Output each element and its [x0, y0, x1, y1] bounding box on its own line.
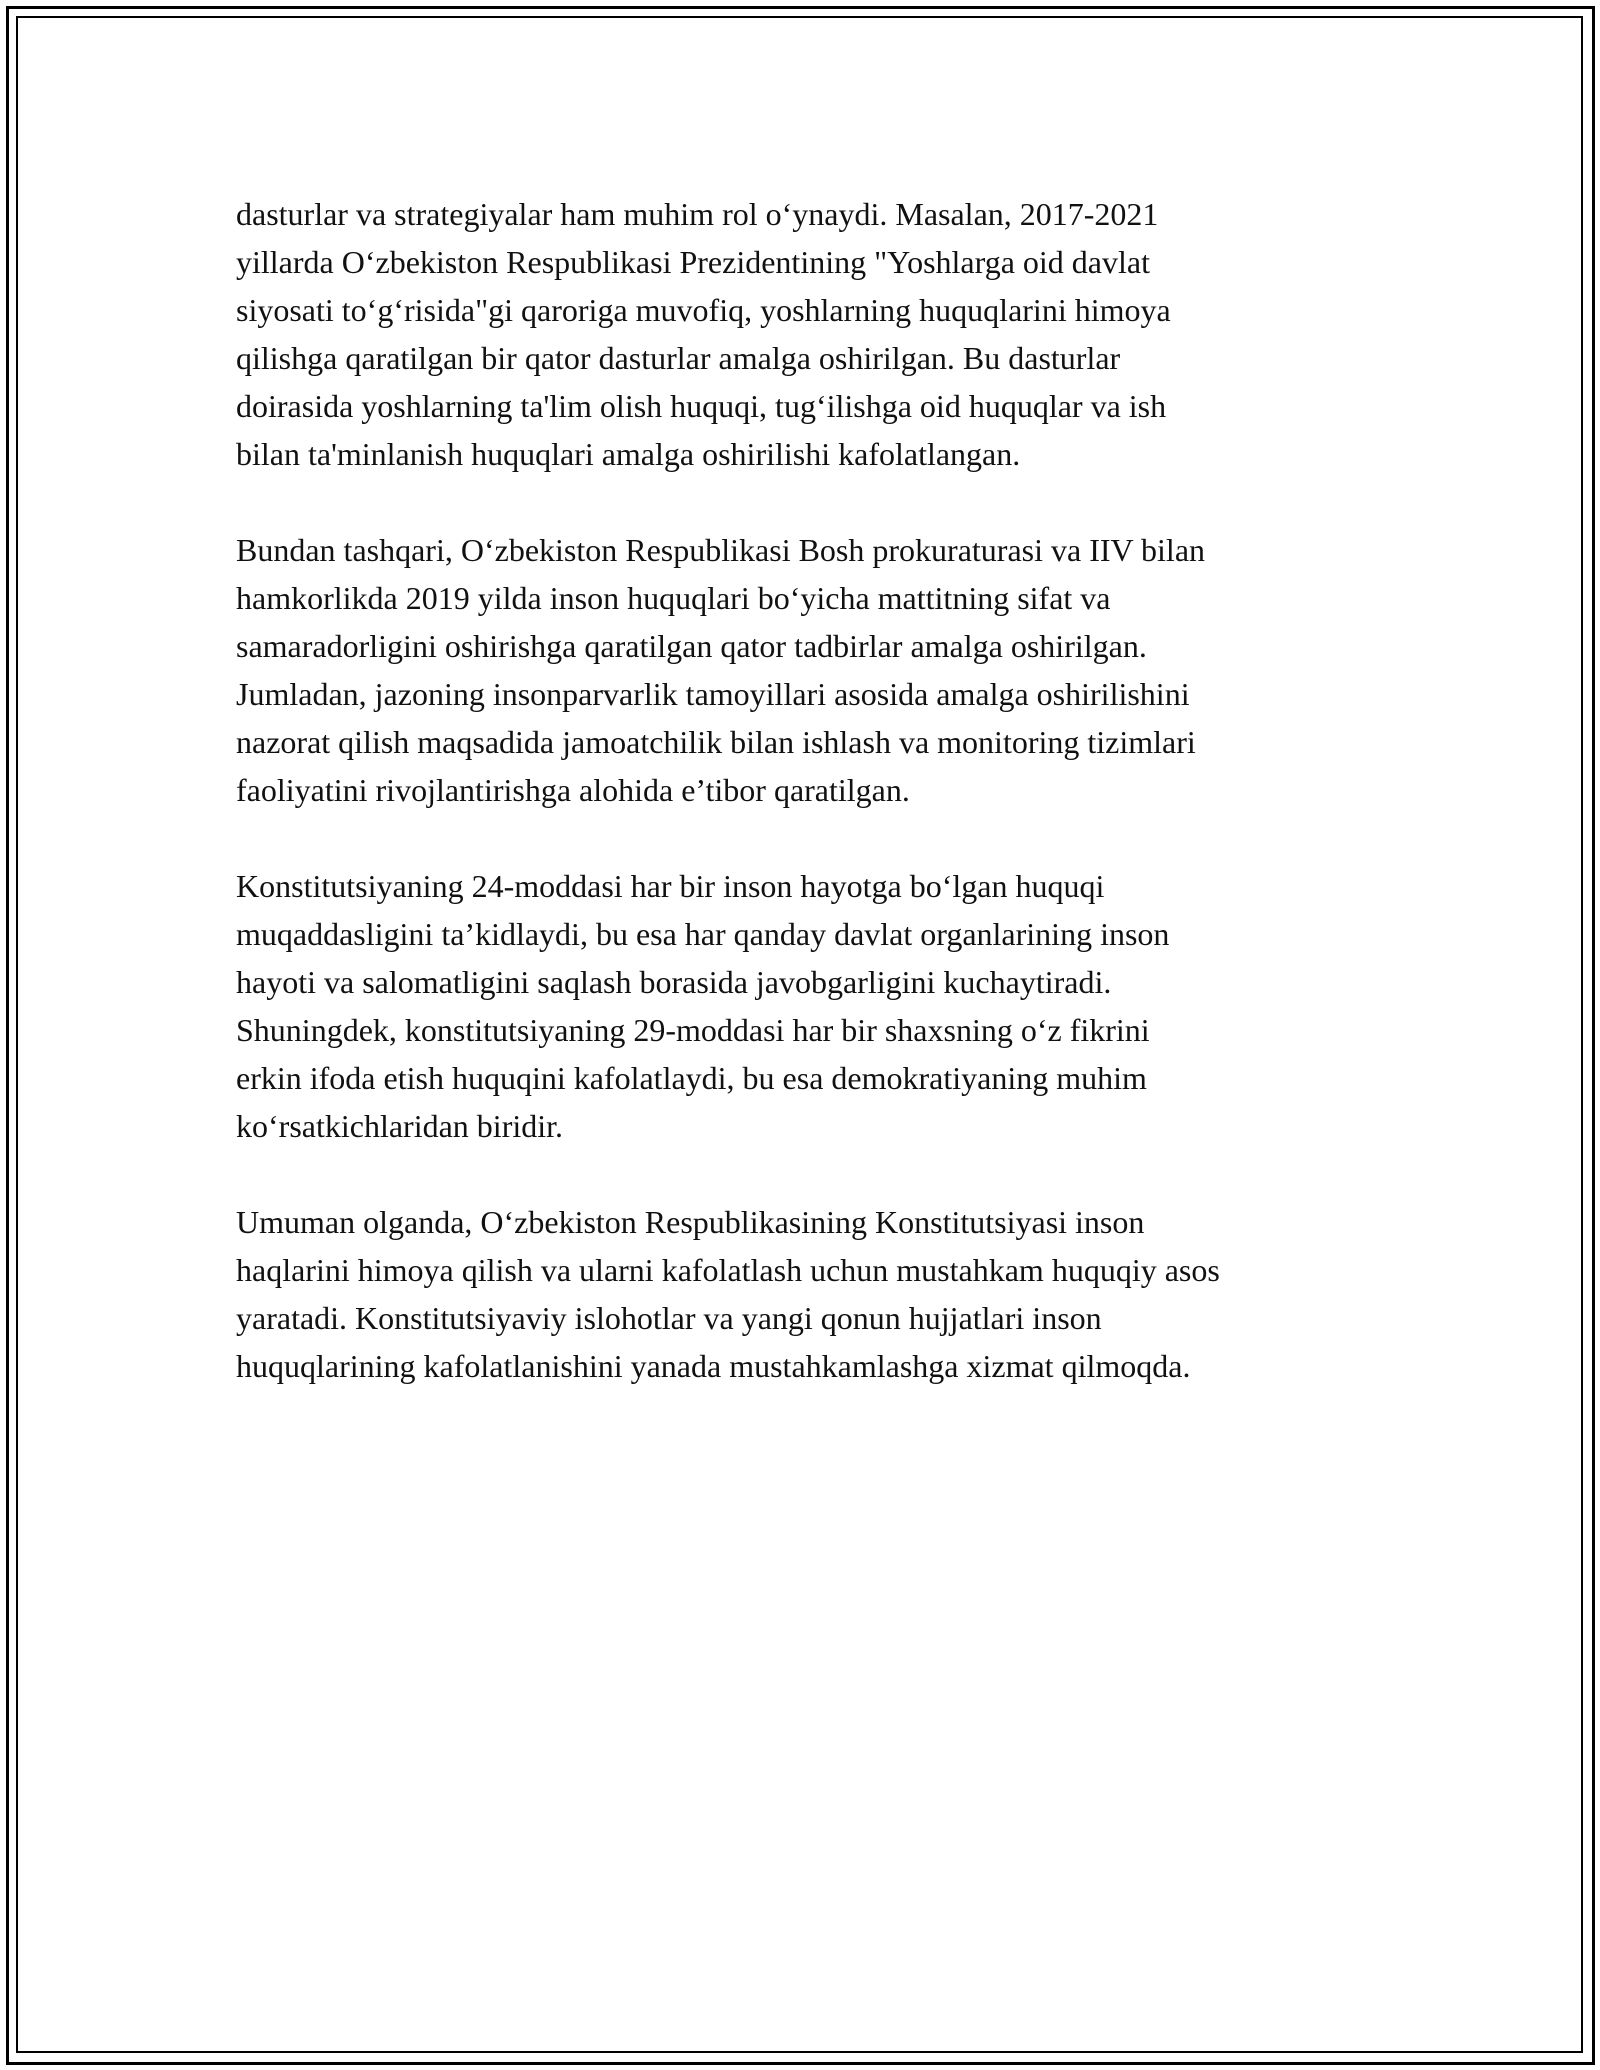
text-line: Jumladan, jazoning insonparvarlik tamoyillari asosida amalga oshirilishini — [236, 676, 1190, 712]
text-line: ko‘rsatkichlaridan biridir. — [236, 1108, 564, 1144]
text-line: samaradorligini oshirishga qaratilgan qator tadbirlar amalga oshirilgan. — [236, 628, 1147, 664]
document-body — [236, 190, 1386, 1438]
text-line: hamkorlikda 2019 yilda inson huquqlari bo‘yicha mattitning sifat va — [236, 580, 1111, 616]
text-line: doirasida yoshlarning ta'lim olish huquqi, tug‘ilishga oid huquqlar va ish — [236, 388, 1167, 424]
paragraph-programs — [236, 190, 1386, 478]
text-line: Konstitutsiyaning 24-moddasi har bir inson hayotga bo‘lgan huquqi — [236, 868, 1105, 904]
text-line: Shuningdek, konstitutsiyaning 29-moddasi har bir shaxsning o‘z fikrini — [236, 1012, 1150, 1048]
text-line: nazorat qilish maqsadida jamoatchilik bilan ishlash va monitoring tizimlari — [236, 724, 1196, 760]
text-line: hayoti va salomatligini saqlash borasida javobgarligini kuchaytiradi. — [236, 964, 1112, 1000]
paragraph-conclusion — [236, 1198, 1386, 1390]
text-line: faoliyatini rivojlantirishga alohida e’tibor qaratilgan. — [236, 772, 910, 808]
text-line: haqlarini himoya qilish va ularni kafolatlash uchun mustahkam huquqiy asos — [236, 1252, 1220, 1288]
text-line: siyosati to‘g‘risida"gi qaroriga muvofiq, yoshlarning huquqlarini himoya — [236, 292, 1171, 328]
text-line: muqaddasligini ta’kidlaydi, bu esa har qanday davlat organlarining inson — [236, 916, 1170, 952]
text-line: erkin ifoda etish huquqini kafolatlaydi, bu esa demokratiyaning muhim — [236, 1060, 1147, 1096]
text-line: Bundan tashqari, O‘zbekiston Respublikasi Bosh prokuraturasi va IIV bilan — [236, 532, 1206, 568]
text-line: yillarda O‘zbekiston Respublikasi Prezidentining "Yoshlarga oid davlat — [236, 244, 1150, 280]
text-line: Umuman olganda, O‘zbekiston Respublikasining Konstitutsiyasi inson — [236, 1204, 1145, 1240]
text-line: qilishga qaratilgan bir qator dasturlar amalga oshirilgan. Bu dasturlar — [236, 340, 1121, 376]
text-line: huquqlarining kafolatlanishini yanada mustahkamlashga xizmat qilmoqda. — [236, 1348, 1191, 1384]
text-line: bilan ta'minlanish huquqlari amalga oshirilishi kafolatlangan. — [236, 436, 1021, 472]
paragraph-constitution-articles — [236, 862, 1386, 1150]
text-line: dasturlar va strategiyalar ham muhim rol o‘ynaydi. Masalan, 2017-2021 — [236, 196, 1159, 232]
text-line: yaratadi. Konstitutsiyaviy islohotlar va yangi qonun hujjatlari inson — [236, 1300, 1102, 1336]
paragraph-prosecution — [236, 526, 1386, 814]
